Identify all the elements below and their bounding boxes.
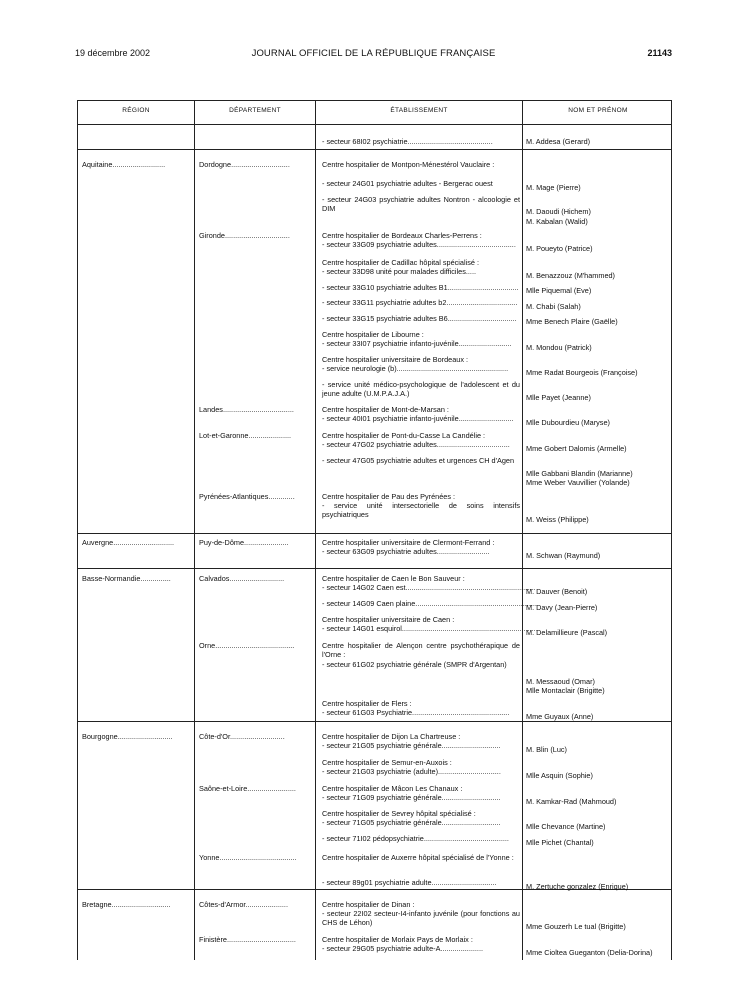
- department-cell: Dordogne.............................: [199, 160, 290, 169]
- etablissement-entry: - secteur 68I02 psychiatrie..........................................: [322, 137, 493, 146]
- person-name: M. Daoudi (Hichem): [526, 207, 591, 216]
- region-cell: Basse-Normandie...............: [82, 574, 171, 583]
- person-name: Mme Gobert Dalomis (Armelle): [526, 444, 627, 453]
- etablissement-entry: - service neurologie (b).......................................................: [322, 364, 509, 373]
- etablissement-entry: - secteur 71I02 pédopsychiatrie..........................................: [322, 834, 509, 843]
- person-name: M. Weiss (Philippe): [526, 515, 589, 524]
- page-header: [75, 48, 672, 62]
- etablissement-entry: Centre hospitalier de Morlaix Pays de Morlaix :: [322, 935, 473, 944]
- person-name: M. Chabi (Salah): [526, 302, 581, 311]
- department-cell: Pyrénées-Atlantiques.............: [199, 492, 295, 501]
- etablissement-entry: Centre hospitalier de Montpon-Ménestérol Vauclaire :: [322, 160, 495, 169]
- etablissement-entry: Centre hospitalier de Cadillac hôpital spécialisé :: [322, 258, 479, 267]
- etablissement-entry: Centre hospitalier universitaire de Bordeaux :: [322, 355, 469, 364]
- etablissement-entry: Centre hospitalier de Bordeaux Charles-Perrens :: [322, 231, 482, 240]
- etablissement-entry: - secteur 33I07 psychiatrie infanto-juvénile..........................: [322, 339, 512, 348]
- etablissement-entry: - secteur 33G10 psychiatrie adultes B1...................................: [322, 283, 519, 292]
- page-number: 21143: [647, 48, 672, 58]
- etablissement-entry: - secteur 33G09 psychiatrie adultes.......................................: [322, 240, 516, 249]
- etablissement-entry: Centre hospitalier universitaire de Caen :: [322, 615, 455, 624]
- person-name: M. Addesa (Gerard): [526, 137, 591, 146]
- etablissement-entry: - secteur 33G11 psychiatrie adultes b2...................................: [322, 298, 518, 307]
- page-date: 19 décembre 2002: [75, 48, 151, 58]
- etablissement-entry: Centre hospitalier de Semur-en-Auxois :: [322, 758, 452, 767]
- etablissement-entry: - secteur 47G05 psychiatrie adultes et urgences CH d'Agen: [322, 456, 515, 465]
- etablissement-entry: Centre hospitalier de Libourne :: [322, 330, 424, 339]
- person-name: M. Kabalan (Walid): [526, 217, 588, 226]
- etablissement-entry: Centre hospitalier de Pont-du-Casse La Candélie :: [322, 431, 486, 440]
- department-cell: Orne.......................................: [199, 641, 295, 650]
- person-name: M. Benazzouz (M'hammed): [526, 271, 615, 280]
- column-header-region: RÉGION: [122, 107, 150, 114]
- person-name: M. Mondou (Patrick): [526, 343, 592, 352]
- department-cell: Lot-et-Garonne.....................: [199, 431, 292, 440]
- etablissement-entry: - service unité intersectorielle de soins intensifs psychiatriques: [322, 501, 520, 519]
- etablissement-entry: - secteur 24G01 psychiatrie adultes - Bergerac ouest: [322, 179, 493, 188]
- person-name: Mme Cioltea Gueganton (Delia-Dorina): [526, 948, 653, 957]
- person-name: Mlle Gabbani Blandin (Marianne): [526, 469, 633, 478]
- person-name: Mlle Pichet (Chantal): [526, 838, 594, 847]
- person-name: Mme Weber Vauvillier (Yolande): [526, 478, 630, 487]
- nominations-table: [77, 100, 672, 960]
- department-cell: Puy-de-Dôme......................: [199, 538, 289, 547]
- person-name: Mme Guyaux (Anne): [526, 712, 594, 721]
- etablissement-entry: Centre hospitalier universitaire de Clermont-Ferrand :: [322, 538, 495, 547]
- person-name: M. Blin (Luc): [526, 745, 567, 754]
- etablissement-entry: - secteur 22I02 secteur-I4-infanto juvénile (pour fonctions au CHS de Léhon): [322, 909, 520, 927]
- etablissement-entry: Centre hospitalier de Mâcon Les Chanaux :: [322, 784, 463, 793]
- etablissement-entry: - secteur 71G05 psychiatrie générale.............................: [322, 818, 501, 827]
- person-name: M. Zertuche gonzalez (Enrique): [526, 882, 629, 891]
- department-cell: Landes...................................: [199, 405, 294, 414]
- region-cell: Aquitaine..........................: [82, 160, 166, 169]
- department-cell: Saône-et-Loire........................: [199, 784, 296, 793]
- person-name: Mme Radat Bourgeois (Françoise): [526, 368, 638, 377]
- etablissement-entry: - secteur 14G01 esquirol...................................................................: [322, 624, 538, 633]
- person-name: M. Mage (Pierre): [526, 183, 581, 192]
- etablissement-entry: Centre hospitalier de Dinan :: [322, 900, 415, 909]
- person-name: M. Davy (Jean-Pierre): [526, 603, 598, 612]
- person-name: Mme Benech Plaire (Gaëlle): [526, 317, 618, 326]
- etablissement-entry: - secteur 47G02 psychiatrie adultes....................................: [322, 440, 510, 449]
- person-name: Mlle Montaclair (Brigitte): [526, 686, 605, 695]
- etablissement-entry: - secteur 14G02 Caen est................................................................: [322, 583, 536, 592]
- department-cell: Finistère..................................: [199, 935, 296, 944]
- department-cell: Gironde................................: [199, 231, 290, 240]
- department-cell: Côtes-d'Armor.....................: [199, 900, 288, 909]
- department-cell: Yonne......................................: [199, 853, 297, 862]
- etablissement-entry: - secteur 33G15 psychiatrie adultes B6..................................: [322, 314, 517, 323]
- person-name: Mlle Dubourdieu (Maryse): [526, 418, 610, 427]
- department-cell: Côte-d'Or...........................: [199, 732, 285, 741]
- etablissement-entry: Centre hospitalier de Pau des Pyrénées :: [322, 492, 456, 501]
- person-name: Mlle Chevance (Martine): [526, 822, 606, 831]
- etablissement-entry: - secteur 21G05 psychiatrie générale.............................: [322, 741, 501, 750]
- etablissement-entry: Centre hospitalier de Dijon La Chartreuse :: [322, 732, 461, 741]
- region-cell: Bourgogne...........................: [82, 732, 173, 741]
- column-header-nom-prenom: NOM ET PRÉNOM: [568, 107, 628, 114]
- etablissement-entry: - secteur 89g01 psychiatrie adulte................................: [322, 878, 497, 887]
- etablissement-entry: - secteur 24G03 psychiatrie adultes Nontron - alcoologie et DIM: [322, 195, 520, 213]
- etablissement-entry: Centre hospitalier de Caen le Bon Sauveur :: [322, 574, 465, 583]
- etablissement-entry: - secteur 21G03 psychiatrie (adulte)...............................: [322, 767, 501, 776]
- etablissement-entry: Centre hospitalier de Flers :: [322, 699, 412, 708]
- etablissement-entry: - secteur 61G02 psychiatrie générale (SMPR d'Argentan): [322, 660, 507, 669]
- department-cell: Calvados...........................: [199, 574, 285, 583]
- person-name: M. Delamillieure (Pascal): [526, 628, 608, 637]
- person-name: M. Kamkar-Rad (Mahmoud): [526, 797, 617, 806]
- etablissement-entry: - secteur 61G03 Psychiatrie................................................: [322, 708, 510, 717]
- etablissement-entry: Centre hospitalier de Mont-de-Marsan :: [322, 405, 449, 414]
- region-cell: Bretagne.............................: [82, 900, 171, 909]
- column-header-etablissement: ÉTABLISSEMENT: [390, 107, 448, 114]
- etablissement-entry: Centre hospitalier de Sevrey hôpital spécialisé :: [322, 809, 476, 818]
- etablissement-entry: - secteur 33D98 unité pour malades difficiles.....: [322, 267, 476, 276]
- etablissement-entry: - secteur 40I01 psychiatrie infanto-juvénile...........................: [322, 414, 514, 423]
- etablissement-entry: - service unité médico-psychologique de l'adolescent et du jeune adulte (U.M.P.A.J.A.): [322, 380, 520, 398]
- etablissement-entry: - secteur 14G09 Caen plaine............................................................: [322, 599, 537, 608]
- person-name: M. Messaoud (Omar): [526, 677, 595, 686]
- etablissement-entry: - secteur 63G09 psychiatrie adultes..........................: [322, 547, 490, 556]
- etablissement-entry: - secteur 71G09 psychiatrie générale.............................: [322, 793, 501, 802]
- journal-title: JOURNAL OFFICIEL DE LA RÉPUBLIQUE FRANÇAISE: [251, 48, 496, 59]
- etablissement-entry: Centre hospitalier de Alençon centre psychothérapique de l'Orne :: [322, 641, 520, 659]
- person-name: M. Dauver (Benoit): [526, 587, 588, 596]
- person-name: M. Schwan (Raymund): [526, 551, 601, 560]
- column-header-departement: DÉPARTEMENT: [229, 107, 281, 114]
- region-cell: Auvergne..............................: [82, 538, 175, 547]
- person-name: M. Poueyto (Patrice): [526, 244, 593, 253]
- person-name: Mlle Piquemal (Eve): [526, 286, 592, 295]
- person-name: Mme Gouzerh Le tual (Brigitte): [526, 922, 626, 931]
- person-name: Mlle Payet (Jeanne): [526, 393, 591, 402]
- etablissement-entry: - secteur 29G05 psychiatrie adulte-A.....................: [322, 944, 484, 953]
- etablissement-entry: Centre hospitalier de Auxerre hôpital spécialisé de l'Yonne :: [322, 853, 514, 862]
- person-name: Mlle Asquin (Sophie): [526, 771, 593, 780]
